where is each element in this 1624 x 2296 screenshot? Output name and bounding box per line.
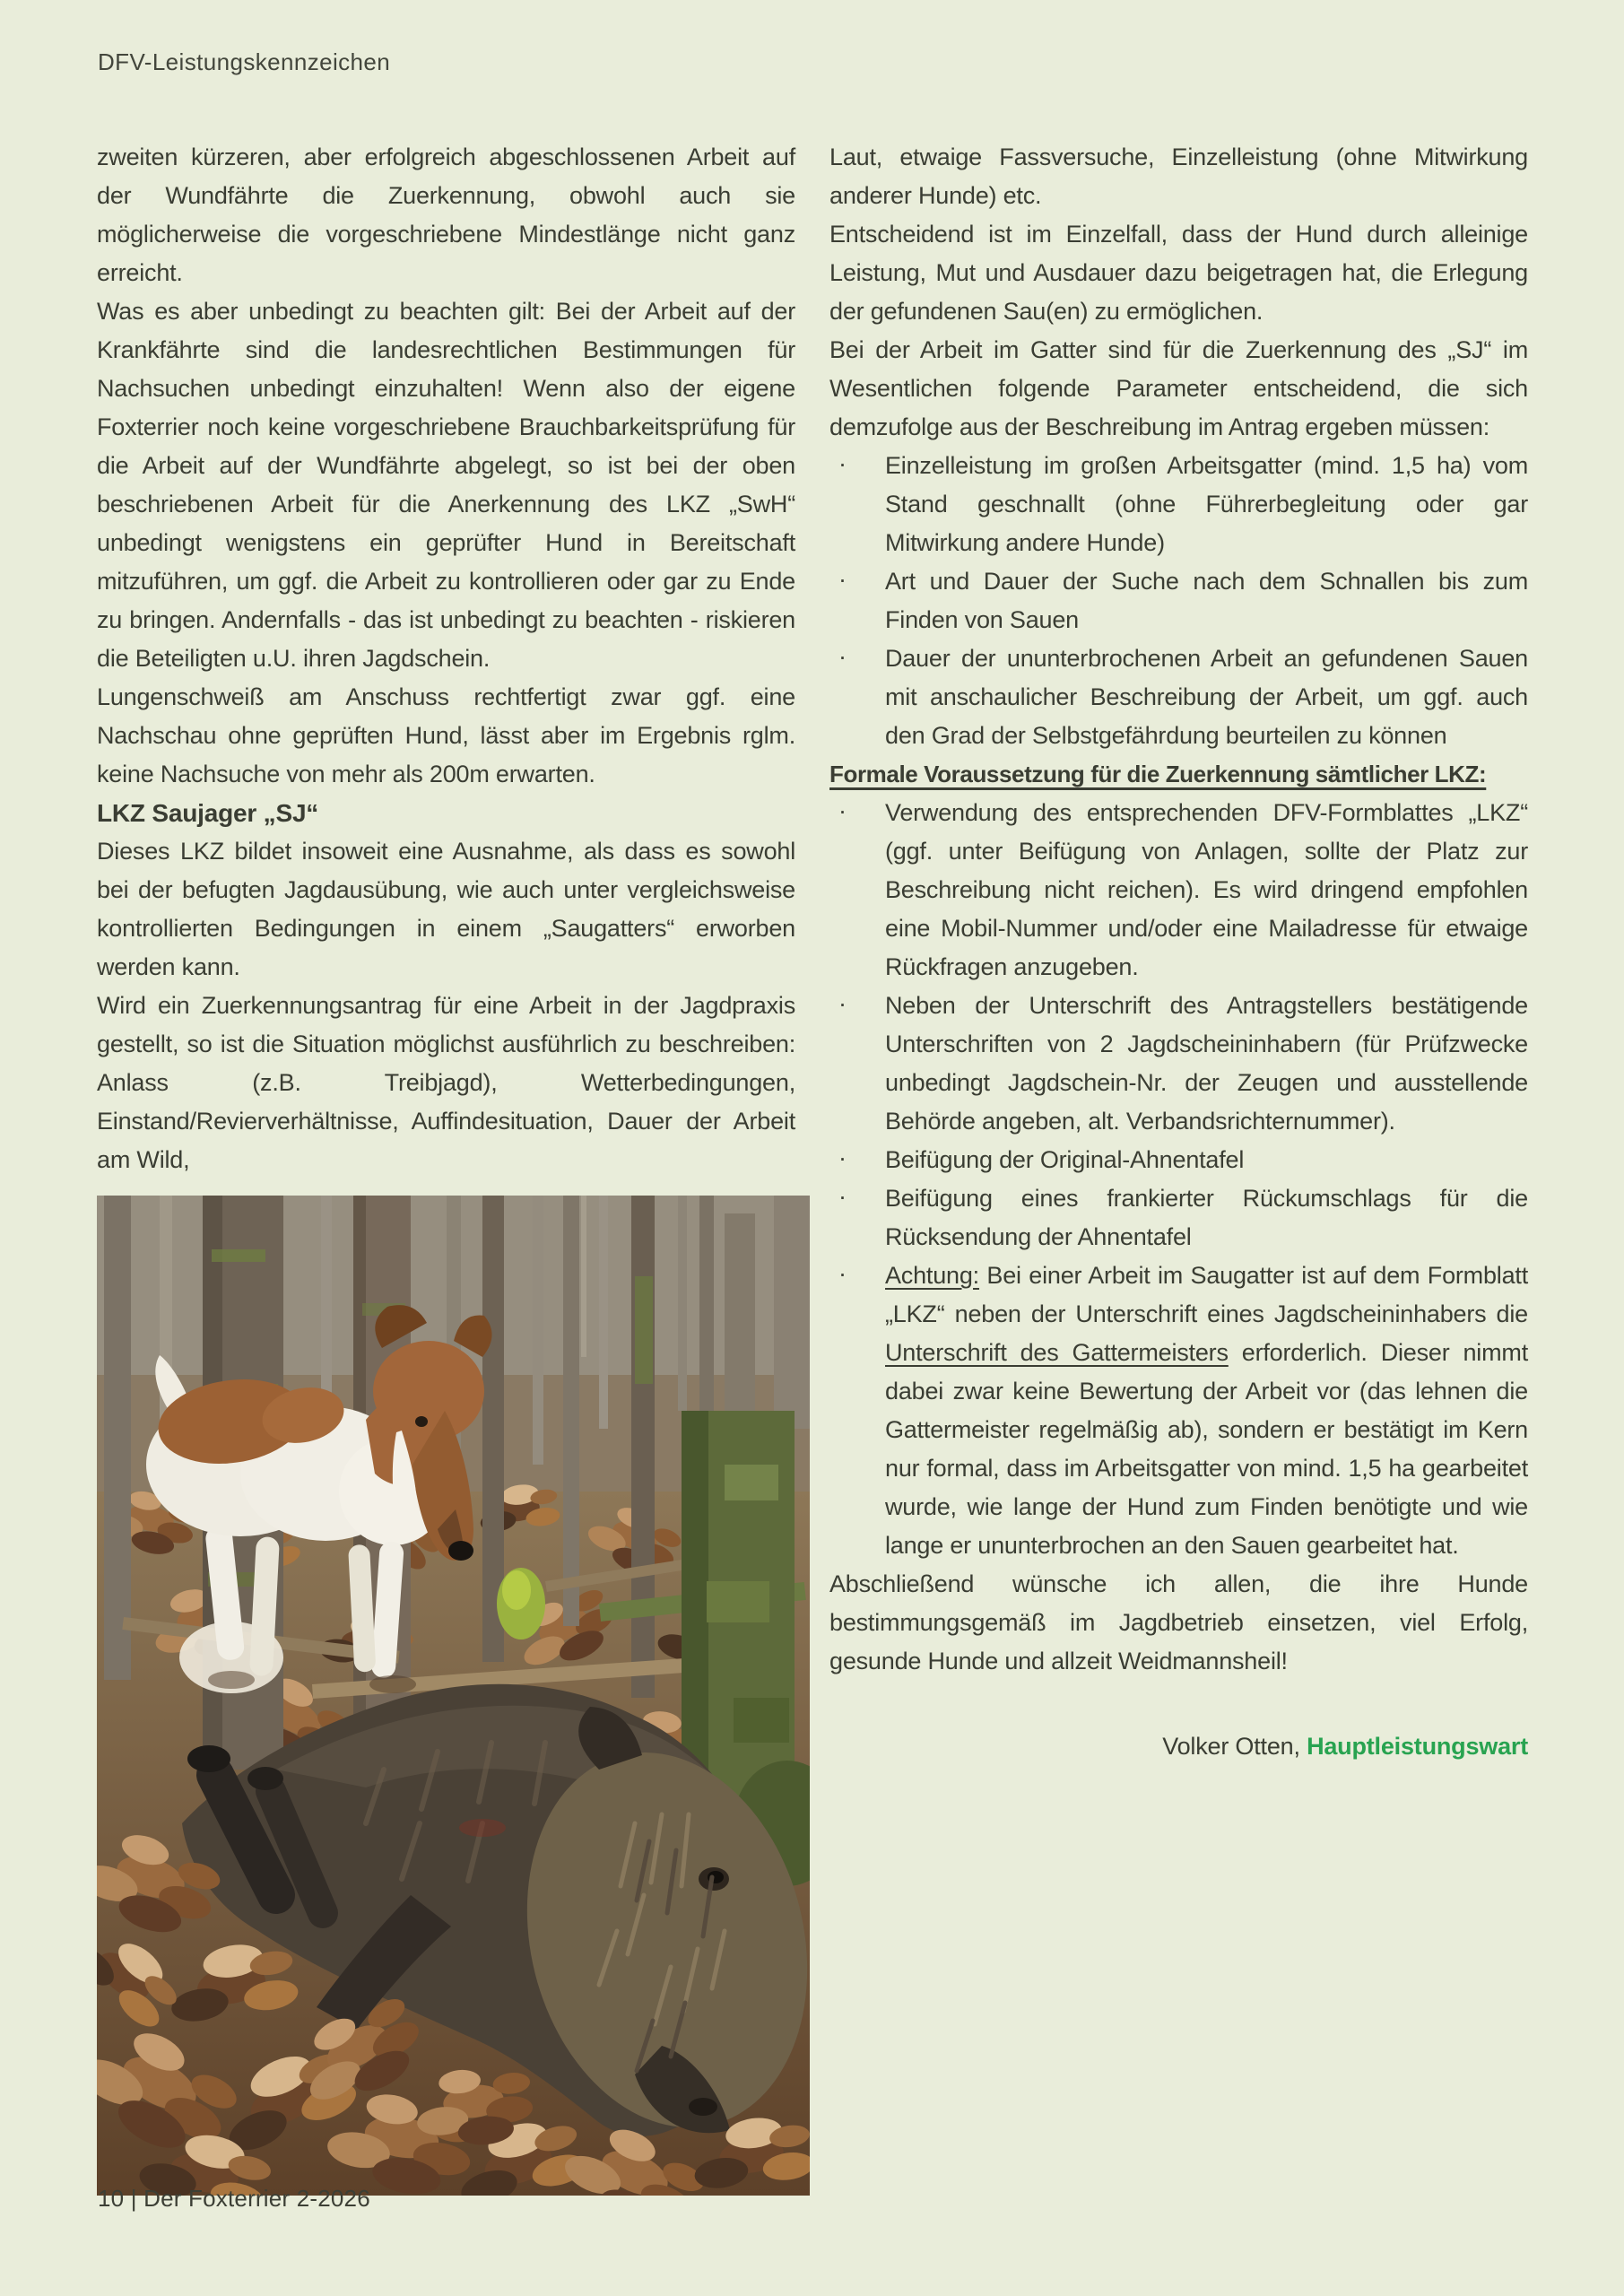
list-item xyxy=(829,794,1528,987)
list-item xyxy=(829,639,1528,755)
bullet-icon: · xyxy=(838,566,847,593)
list-item-text: Art und Dauer der Suche nach dem Schnallen bis zum Finden von Sauen xyxy=(885,568,1528,633)
paragraph: Wird ein Zuerkennungsantrag für eine Arbeit in der Jagdpraxis gestellt, so ist die Situation möglichst ausführlich zu beschreiben: Anlass (z.B. Treibjagd), Wetterbedingungen, Einstand/Revierverhältnisse, Auffindesituation, Dauer der Arbeit am Wild, xyxy=(97,992,795,1173)
article-photo xyxy=(97,1196,810,2196)
section-heading-underlined: Formale Voraussetzung für die Zuerkennung sämtlicher LKZ: xyxy=(829,761,1487,787)
bullet-icon: · xyxy=(838,1183,847,1210)
paragraph: Entscheidend ist im Einzelfall, dass der Hund durch alleinige Leistung, Mut und Ausdauer dazu beigetragen hat, die Erlegung der gefundenen Sau(en) zu ermöglichen. xyxy=(829,221,1528,325)
bullet-icon: · xyxy=(838,643,847,670)
two-column-layout xyxy=(97,138,1528,2196)
paragraph: Dieses LKZ bildet insoweit eine Ausnahme, als dass es sowohl bei der befugten Jagdausübung, wie auch unter vergleichsweise kontrollierten Bedingungen in einem „Saugatters“ erworben werden kann. xyxy=(97,838,795,980)
list-item xyxy=(829,562,1528,639)
list-item-text: Beifügung eines frankierter Rückumschlags für die Rücksendung der Ahnentafel xyxy=(885,1185,1528,1250)
section-heading: LKZ Saujager „SJ“ xyxy=(97,799,319,827)
list-item xyxy=(829,987,1528,1141)
paragraph: zweiten kürzeren, aber erfolgreich abgeschlossenen Arbeit auf der Wundfährte die Zuerkennung, obwohl auch sie möglicherweise die vorgeschriebene Mindestlänge nicht ganz erreicht. xyxy=(97,144,795,286)
list-item xyxy=(829,447,1528,562)
paragraph: Lungenschweiß am Anschuss rechtfertigt zwar ggf. eine Nachschau ohne geprüften Hund, lässt aber im Ergebnis rglm. keine Nachsuche von mehr als 200m erwarten. xyxy=(97,683,795,787)
signature-line xyxy=(829,1727,1528,1766)
closing-paragraph: Abschließend wünsche ich allen, die ihre Hunde bestimmungsgemäß im Jagdbetrieb einsetzen, viel Erfolg, gesunde Hunde und allzeit Weidmannsheil! xyxy=(829,1570,1528,1674)
bullet-icon: · xyxy=(838,1260,847,1287)
paragraph: Was es aber unbedingt zu beachten gilt: Bei der Arbeit auf der Krankfährte sind die landesrechtlichen Bestimmungen für Nachsuchen unbedingt einzuhalten! Wenn also der eigene Foxterrier noch keine vorgeschriebene Brauchbarkeitsprüfung für die Arbeit auf der Wundfährte abgelegt, so ist bei der oben beschriebenen Arbeit für die Anerkennung des LKZ „SwH“ unbedingt wenigstens ein geprüfter Hund in Bereitschaft mitzuführen, um ggf. die Arbeit zu kontrollieren oder gar zu Ende zu bringen. Andernfalls - das ist unbedingt zu beachten - riskieren die Beteiligten u.U. ihren Jagdschein. xyxy=(97,298,795,672)
formal-requirements-list xyxy=(829,794,1528,1565)
list-item-text: Einzelleistung im großen Arbeitsgatter (mind. 1,5 ha) vom Stand geschnallt (ohne Führerbegleitung oder gar Mitwirkung andere Hunde) xyxy=(885,452,1528,556)
list-item xyxy=(829,1141,1528,1179)
achtung-label: Achtung: xyxy=(885,1262,979,1289)
bullet-icon: · xyxy=(838,990,847,1017)
achtung-text: Bei einer Arbeit im Saugatter ist auf dem Formblatt „LKZ“ neben der Unterschrift eines Jagdscheininhabers die xyxy=(885,1262,1528,1327)
signature-role: Hauptleistungswart xyxy=(1307,1733,1528,1760)
paragraph: Laut, etwaige Fassversuche, Einzelleistung (ohne Mitwirkung anderer Hunde) etc. xyxy=(829,144,1528,209)
list-item-text: Dauer der ununterbrochenen Arbeit an gefundenen Sauen mit anschaulicher Beschreibung der Arbeit, um ggf. auch den Grad der Selbstgefährdung beurteilen zu können xyxy=(885,645,1528,749)
list-item-text: Beifügung der Original-Ahnentafel xyxy=(885,1146,1245,1173)
bullet-icon: · xyxy=(838,1144,847,1171)
list-item-text: Verwendung des entsprechenden DFV-Formblattes „LKZ“ (ggf. unter Beifügung von Anlagen, sollte der Platz zur Beschreibung nicht reichen). Es wird dringend empfohlen eine Mobil-Nummer und/oder eine Mailadresse für etwaige Rückfragen anzugeben. xyxy=(885,799,1528,980)
list-item-text: Neben der Unterschrift des Antragstellers bestätigende Unterschriften von 2 Jagdscheininhabern (für Prüfzwecke unbedingt Jagdschein-Nr. der Zeugen und ausstellende Behörde angeben, alt. Verbandsrichternummer). xyxy=(885,992,1528,1135)
paragraph: Bei der Arbeit im Gatter sind für die Zuerkennung des „SJ“ im Wesentlichen folgende Parameter entscheidend, die sich demzufolge aus der Beschreibung im Antrag ergeben müssen: xyxy=(829,336,1528,440)
left-column xyxy=(97,138,795,2196)
right-column xyxy=(829,138,1528,2196)
forest-scene-illustration xyxy=(97,1196,810,2196)
list-item-achtung xyxy=(829,1257,1528,1565)
page-kicker: DFV-Leistungskennzeichen xyxy=(98,48,391,75)
page-footer: 10 | Der Foxterrier 2-2026 xyxy=(98,2185,370,2212)
signature-name: Volker Otten, xyxy=(1162,1733,1307,1760)
bullet-icon: · xyxy=(838,797,847,824)
list-item xyxy=(829,1179,1528,1257)
achtung-text-rest: erforderlich. Dieser nimmt dabei zwar keine Bewertung der Arbeit vor (das lehnen die Gattermeister regelmäßig ab), sondern er bestätigt im Kern nur formal, dass im Arbeitsgatter von mind. 1,5 ha gearbeitet wurde, wie lange der Hund zum Finden benötigte und wie lange er ununterbrochen an den Sauen gearbeitet hat. xyxy=(885,1339,1528,1559)
bullet-icon: · xyxy=(838,450,847,477)
gattermeister-underline: Unterschrift des Gattermeisters xyxy=(885,1339,1229,1366)
parameter-list xyxy=(829,447,1528,755)
